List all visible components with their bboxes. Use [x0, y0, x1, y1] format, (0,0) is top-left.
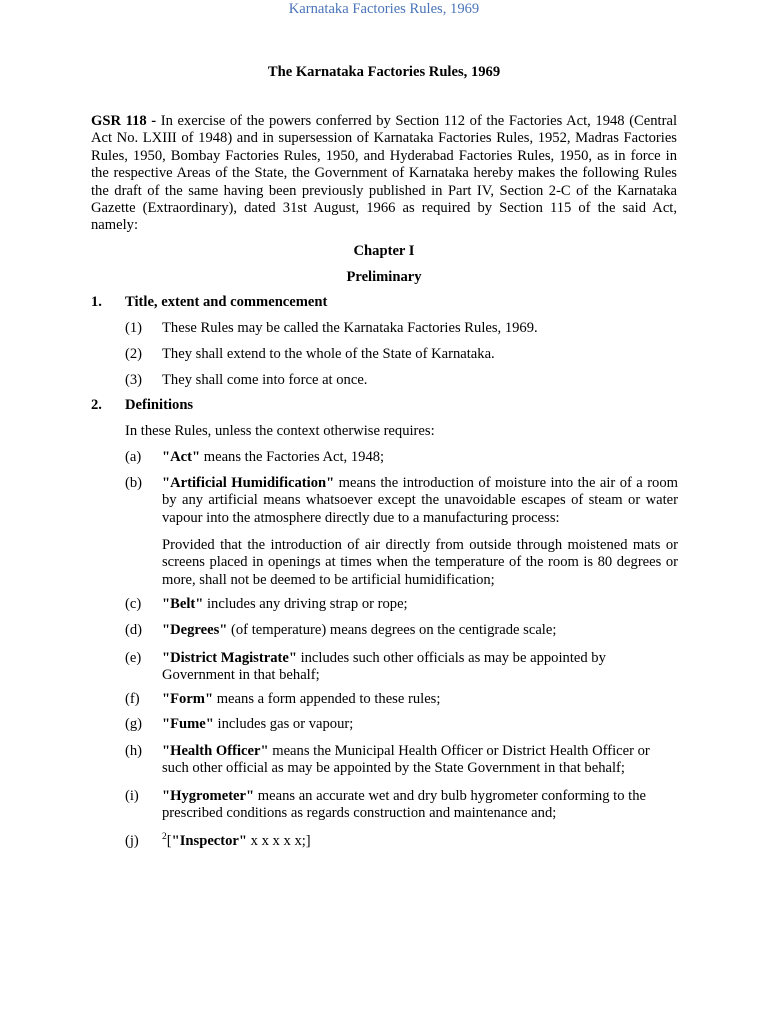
definition-item	[162, 691, 678, 708]
definition-text: includes any driving strap or rope;	[203, 596, 408, 612]
item-label: (e)	[125, 650, 142, 666]
definition-item	[162, 449, 678, 466]
section-title: Title, extent and commencement	[125, 294, 328, 310]
definition-text: includes such other officials as may be appointed by Government in that behalf;	[162, 650, 606, 684]
definition-text: means an accurate wet and dry bulb hygrometer conforming to the prescribed conditions as regards construction and maintenance and;	[162, 788, 646, 822]
defined-term: "Degrees"	[162, 622, 228, 638]
definition-item	[162, 596, 678, 613]
defined-term: "Act"	[162, 449, 201, 465]
chapter-heading: Chapter I	[353, 243, 415, 259]
section-title: Definitions	[125, 397, 194, 413]
defined-term: "Form"	[162, 691, 214, 707]
definition-text: means the introduction of moisture into the air of a room by any artificial means whatsoever except the unavoidable escapes of steam or water vapour into the atmosphere directly due to a manufacturing process:	[162, 475, 678, 526]
item-label: (i)	[125, 788, 139, 804]
item-label: (2)	[125, 346, 143, 362]
section-number: 1.	[91, 294, 102, 310]
item-label: (g)	[125, 716, 143, 732]
definition-item	[162, 743, 678, 778]
defined-term: "Artificial Humidification"	[162, 475, 335, 491]
amendment-bracket: [	[166, 833, 172, 849]
intro-paragraph	[91, 113, 677, 235]
definition-item	[162, 475, 678, 527]
definition-item	[162, 716, 678, 733]
item-label: (d)	[125, 622, 143, 638]
definition-item	[162, 833, 678, 850]
defined-term: "Fume"	[162, 716, 214, 732]
defined-term: "Inspector"	[171, 833, 248, 849]
running-header: Karnataka Factories Rules, 1969	[288, 1, 480, 17]
item-label: (f)	[125, 691, 140, 707]
definition-text: x x x x x;]	[247, 833, 311, 849]
item-label: (a)	[125, 449, 142, 465]
defined-term: "District Magistrate"	[162, 650, 297, 666]
item-label: (3)	[125, 372, 143, 388]
footnote-marker: 2	[162, 832, 167, 842]
proviso-text: Provided that the introduction of air directly from outside through moistened mats or screens placed in openings at times when the temperature of the room is 80 degrees or more, shall not be deemed to be artificial humidification;	[162, 537, 678, 588]
definition-text: means a form appended to these rules;	[213, 691, 441, 707]
defined-term: "Hygrometer"	[162, 788, 255, 804]
intro-text: In exercise of the powers conferred by Section 112 of the Factories Act, 1948 (Central Act No. LXIII of 1948) and in supersession of Karnataka Factories Rules, 1952, Madras Factories Rules, 1950, Bombay Factories Rules, 1950, and Hyderabad Factories Rules, 1950, as in force in the respective Areas of the State, the Government of Karnataka hereby makes the following Rules the draft of the same having been previously published in Part IV, Section 2-C of the Karnataka Gazette (Extraordinary), dated 31st August, 1966 as required by Section 115 of the said Act, namely:	[91, 113, 678, 234]
item-text: These Rules may be called the Karnataka Factories Rules, 1969.	[162, 320, 538, 336]
definition-item	[162, 622, 678, 639]
definition-text: means the Factories Act, 1948;	[200, 449, 385, 465]
item-text: They shall come into force at once.	[162, 372, 368, 388]
definition-text: includes gas or vapour;	[213, 716, 354, 732]
definition-text: (of temperature) means degrees on the centigrade scale;	[227, 622, 557, 638]
item-label: (b)	[125, 475, 143, 491]
document-title: The Karnataka Factories Rules, 1969	[267, 64, 501, 80]
defined-term: "Health Officer"	[162, 743, 269, 759]
item-label: (1)	[125, 320, 143, 336]
definition-item	[162, 650, 678, 685]
gsr-reference: GSR 118 -	[91, 113, 157, 129]
section-number: 2.	[91, 397, 102, 413]
definition-item	[162, 788, 678, 823]
definition-text: means the Municipal Health Officer or District Health Officer or such other official as may be appointed by the State Government in that behalf;	[162, 743, 650, 777]
item-label: (h)	[125, 743, 143, 759]
chapter-title: Preliminary	[346, 269, 422, 285]
item-label: (c)	[125, 596, 142, 612]
item-text: They shall extend to the whole of the State of Karnataka.	[162, 346, 495, 362]
section-lead: In these Rules, unless the context otherwise requires:	[125, 423, 435, 439]
item-label: (j)	[125, 833, 139, 849]
defined-term: "Belt"	[162, 596, 204, 612]
